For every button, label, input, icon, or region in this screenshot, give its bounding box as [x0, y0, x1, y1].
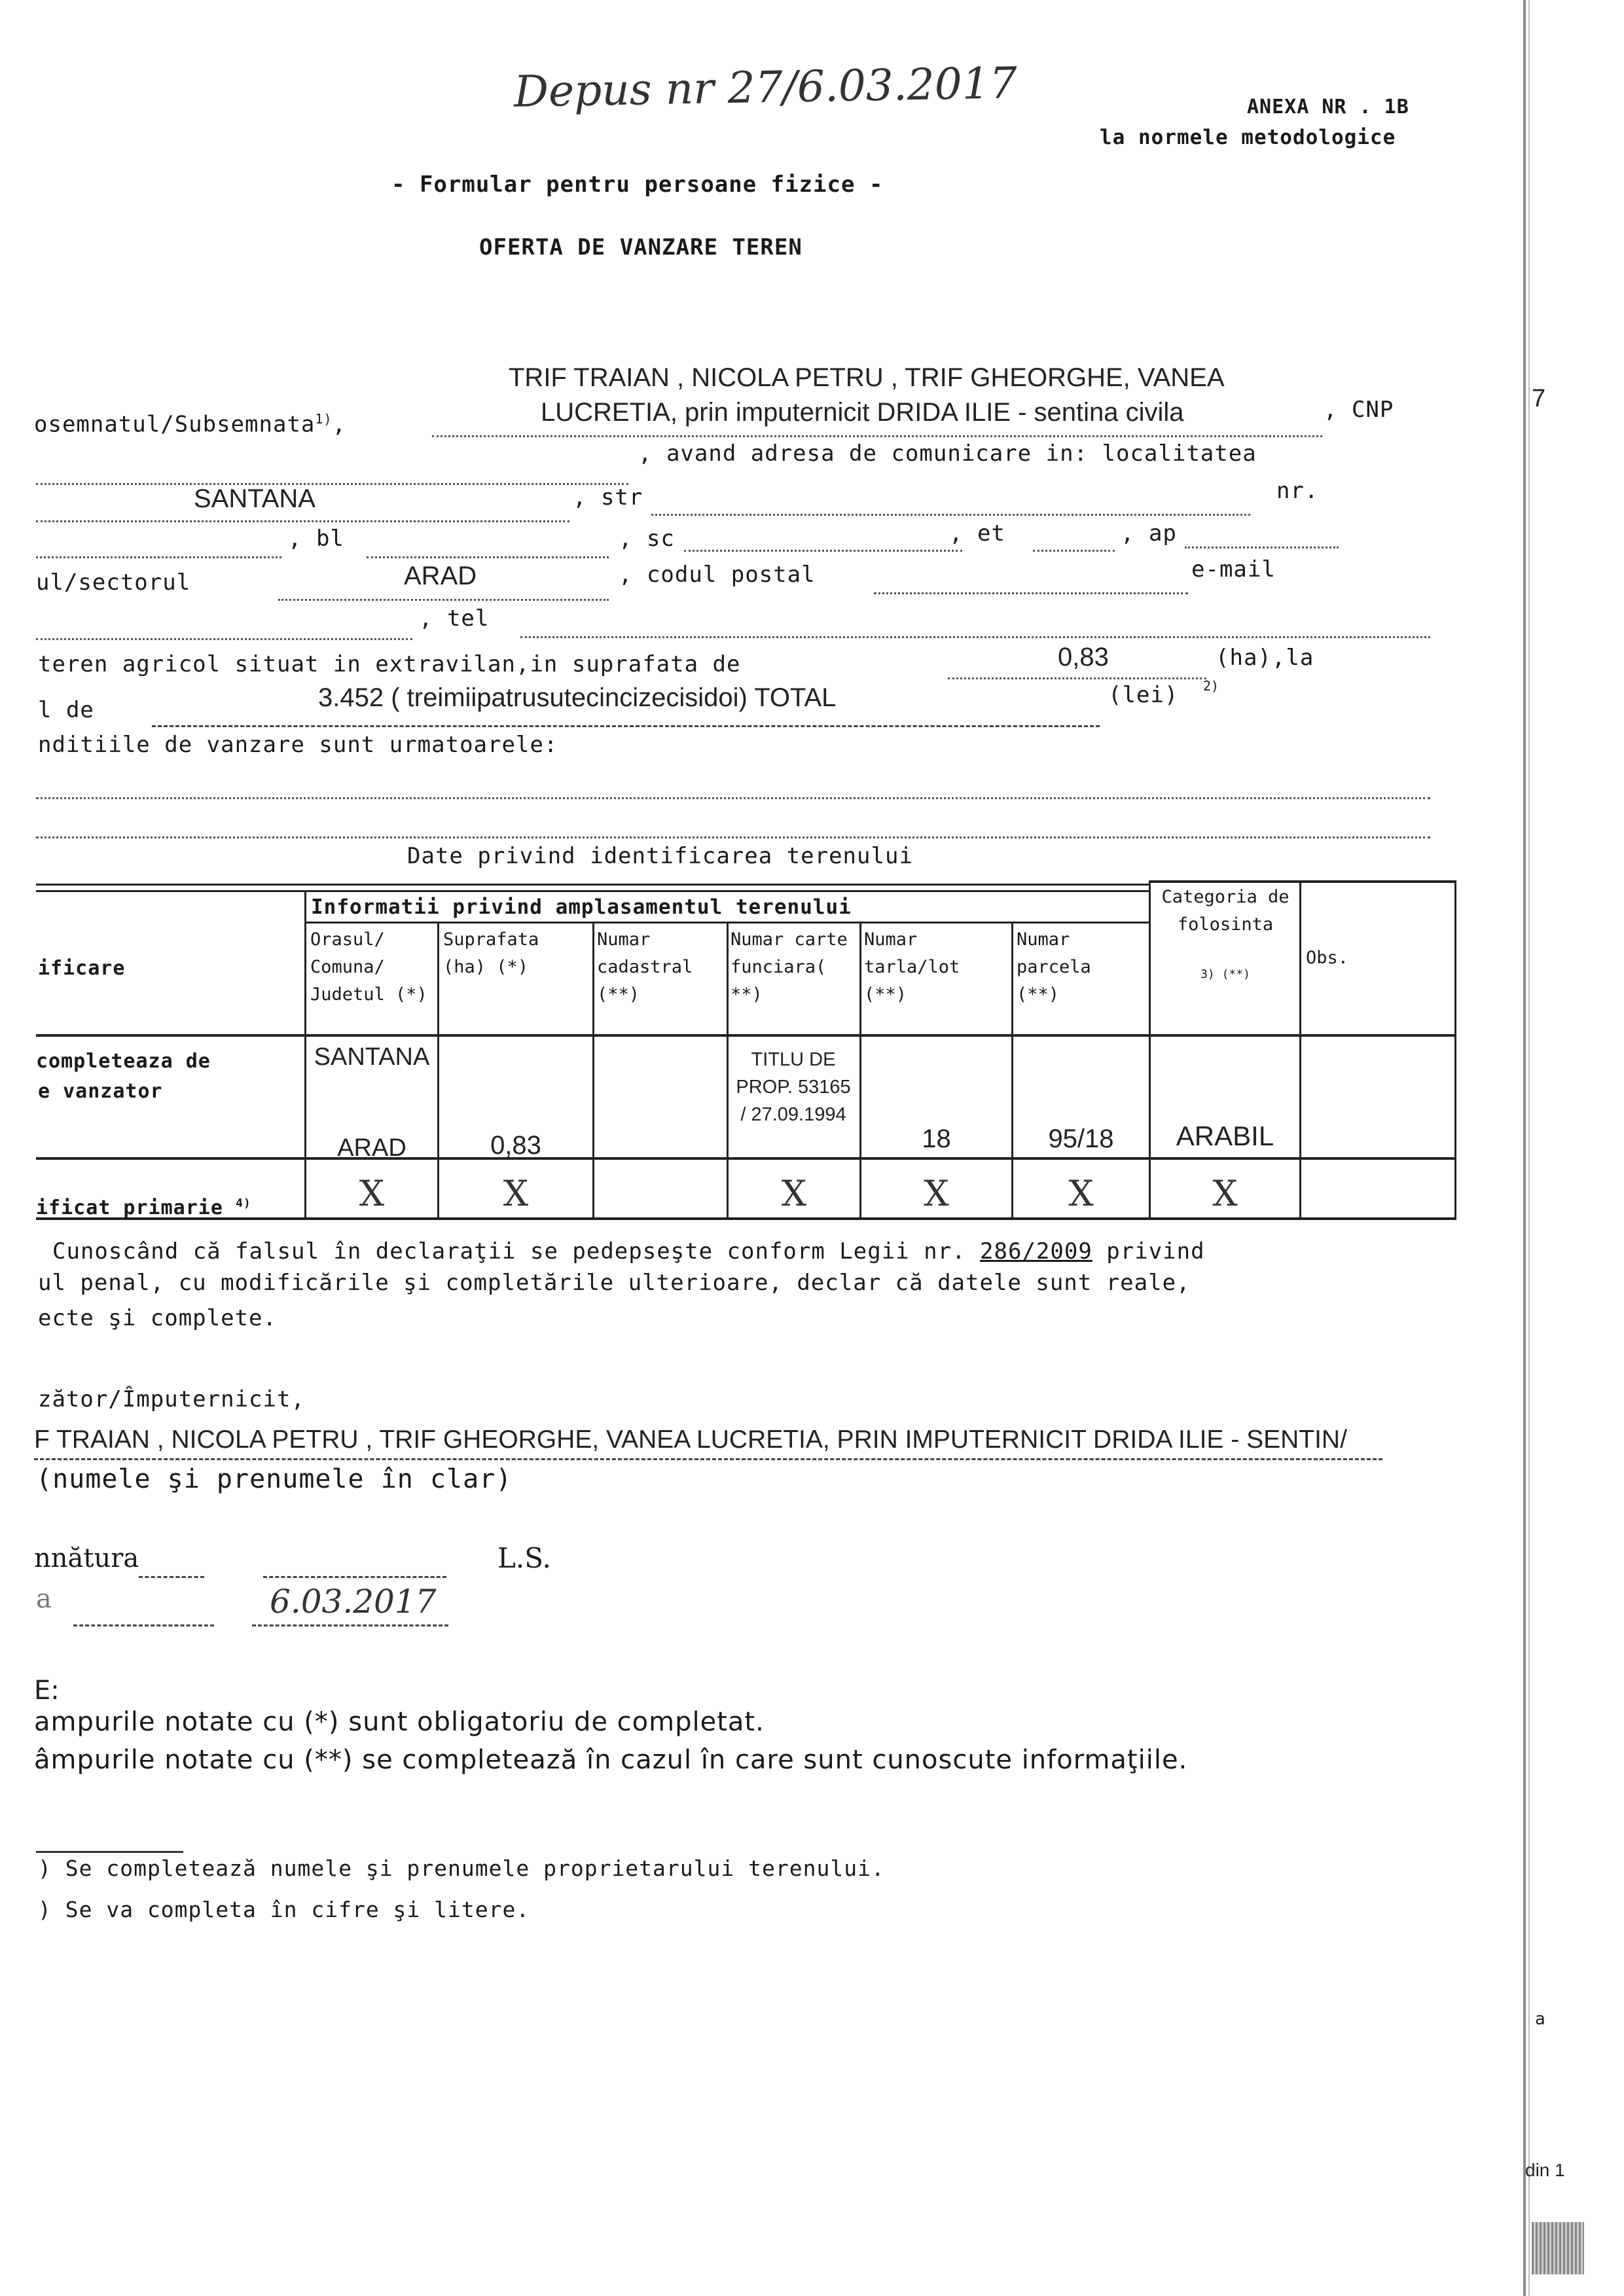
sector-line [278, 599, 609, 601]
email-line [36, 638, 412, 640]
notes-line2: âmpurile notate cu (**) se completează în cazul în care sunt cunoscute informaţiile. [34, 1745, 1188, 1775]
row2-mark-suprafata: X [503, 1173, 529, 1214]
cnp-line [36, 483, 628, 485]
teren-line: teren agricol situat in extravilan,in suprafata de [38, 651, 741, 677]
row2-mark-oras: X [359, 1173, 385, 1214]
suprafata-value: 0,83 [1058, 643, 1109, 672]
declaration-post: privind [1106, 1238, 1205, 1265]
footnote-ref-1: 1) [315, 411, 333, 427]
footnote-1: ) Se completează numele şi prenumele proprietarului terenului. [38, 1856, 885, 1881]
row1-label-b: e vanzator [38, 1080, 163, 1103]
form-title: OFERTA DE VANZARE TEREN [479, 234, 803, 260]
declaration-pre: Cunoscând că falsul în declaraţii se pedepseşte conform Legii nr. [52, 1238, 966, 1265]
page-edge-line-2 [1528, 0, 1530, 2296]
owner-names-line1: TRIF TRAIAN , NICOLA PETRU , TRIF GHEORGHE, VANEA [509, 363, 1225, 392]
judet-value: ARAD [404, 562, 477, 590]
declaration-line3: ecte şi complete. [38, 1305, 277, 1331]
footnote-ref-2: 2) [1203, 678, 1219, 694]
row1-carte-funciara: TITLU DE PROP. 53165 / 27.09.1994 [736, 1049, 851, 1125]
row1-label-a: completeaza de [36, 1050, 211, 1073]
col-tarla: Numar tarla/lot (**) [864, 929, 960, 1005]
cnp-label: , CNP [1324, 397, 1394, 423]
data-line-1 [73, 1624, 214, 1626]
ls-label: L.S. [497, 1542, 551, 1574]
col-categoria-note: 3) (**) [1200, 967, 1250, 981]
suprafata-line [948, 677, 1206, 679]
owner-names-line2: LUCRETIA, prin imputernicit DRIDA ILIE - sentina civila [541, 398, 1184, 427]
corner-scan-mark [1532, 2222, 1584, 2274]
table-top-double-1 [36, 884, 1149, 886]
table-v-9 [1454, 880, 1456, 1219]
table-top-right [1149, 880, 1456, 883]
cod-postal-label: , codul postal [619, 562, 816, 588]
footnote-rule [36, 1851, 183, 1853]
row1-suprafata: 0,83 [490, 1131, 541, 1160]
row2-label-text: ificat primarie [36, 1196, 223, 1219]
row2-mark-tarla: X [924, 1173, 949, 1214]
table-row1-bottom [36, 1157, 1456, 1160]
row2-label [36, 1196, 251, 1219]
page-label: din 1 [1525, 2160, 1565, 2180]
annex-subtitle: la normele metodologice [1100, 126, 1396, 149]
margin-number: 7 [1532, 385, 1546, 412]
conditii-label: nditiile de vanzare sunt urmatoarele: [38, 732, 558, 758]
adresa-label: , avand adresa de comunicare in: localitatea [638, 440, 1257, 467]
col-obs: Obs. [1306, 948, 1349, 968]
col-categoria: Categoria de folosinta [1161, 887, 1290, 935]
declaration-line1 [52, 1238, 1205, 1265]
owner-line [432, 435, 1322, 437]
footnote-2: ) Se va completa în cifre şi litere. [38, 1897, 530, 1922]
footnote-ref-4: 4) [236, 1196, 251, 1210]
nr-label: nr. [1276, 478, 1319, 504]
row1-comuna: SANTANA [314, 1043, 430, 1071]
table-top-double-2 [36, 890, 1149, 892]
sc-label: , sc [619, 526, 675, 552]
sector-label: ul/sectorul [36, 569, 191, 596]
lei-label: (lei) [1108, 682, 1179, 708]
localitate-line [36, 520, 569, 522]
str-label: , str [573, 484, 643, 511]
annex-number: ANEXA NR . 1B [1247, 96, 1409, 118]
tel-label: , tel [419, 605, 490, 632]
sc-line [684, 550, 962, 552]
row1-tarla: 18 [922, 1124, 951, 1153]
col-oras: Orasul/ Comuna/ Judetul (*) [310, 929, 427, 1005]
bl-line [367, 556, 609, 558]
nr-line [36, 556, 281, 558]
ap-label: , ap [1121, 520, 1177, 547]
lege-number: 286/2009 [980, 1238, 1092, 1265]
declaration-line2: ul penal, cu modificările şi completările ulterioare, declar că datele sunt reale, [38, 1270, 1191, 1296]
cod-postal-line [874, 592, 1188, 594]
subsemnatul-label: osemnatul/Subsemnata$^{1)}$, [34, 411, 346, 438]
semnatura-label: nnătura [34, 1543, 139, 1573]
bl-label: , bl [288, 526, 344, 552]
notes-line1: ampurile notate cu (*) sunt obligatoriu de completat. [34, 1707, 765, 1737]
col-suprafata: Suprafata (ha) (*) [443, 929, 539, 977]
table-v-8 [1299, 880, 1301, 1219]
date-handwritten: 6.03.2017 [270, 1583, 437, 1621]
localitate-value: SANTANA [194, 484, 316, 513]
data-label: a [36, 1584, 52, 1614]
row2-mark-carte: X [781, 1173, 807, 1214]
ap-line [1185, 547, 1339, 548]
str-line [651, 514, 1250, 516]
pret-label: l de [38, 697, 94, 723]
registration-handwriting: Depus nr 27/6.03.2017 [513, 58, 1018, 117]
pret-value: 3.452 ( treimiipatrusutecincizecisidoi) TOTAL [318, 683, 837, 712]
form-subtitle: - Formular pentru persoane fizice - [391, 171, 884, 198]
tel-line [520, 636, 1430, 638]
col-identificare: ificare [38, 957, 126, 980]
page-edge-line [1523, 0, 1526, 2296]
subsemnatul-text: osemnatul/Subsemnata [34, 411, 316, 438]
col-carte: Numar carte funciara( **) [731, 929, 848, 1005]
row2-mark-parcela: X [1068, 1173, 1094, 1214]
names-hint: (numele şi prenumele în clar) [36, 1464, 513, 1494]
conditii-line-2 [36, 836, 1430, 838]
table-v-3 [592, 922, 594, 1219]
semnatura-line-1 [139, 1576, 204, 1578]
col-cadastral: Numar cadastral (**) [597, 929, 693, 1005]
row1-parcela: 95/18 [1048, 1124, 1114, 1153]
row1-judet: ARAD [337, 1134, 406, 1162]
row2-mark-categoria: X [1212, 1173, 1238, 1214]
notes-header: E: [34, 1676, 60, 1706]
et-label: , et [949, 520, 1005, 547]
margin-letter: a [1535, 2009, 1546, 2029]
table-v-7 [1149, 880, 1151, 1219]
semnatura-line-2 [263, 1576, 446, 1578]
data-line-2 [252, 1624, 448, 1626]
pret-line [152, 725, 1100, 727]
email-label: e-mail [1191, 556, 1276, 583]
et-line [1033, 550, 1115, 552]
table-section-title: Date privind identificarea terenului [407, 843, 913, 869]
vanzator-label: zător/Împuternicit, [38, 1386, 305, 1412]
table-group-header: Informatii privind amplasamentul terenului [311, 895, 852, 919]
row1-categoria: ARABIL [1176, 1121, 1274, 1151]
conditii-line-1 [36, 797, 1430, 799]
ha-label: (ha),la [1216, 645, 1314, 671]
table-header-bottom [36, 1034, 1456, 1037]
signatory-line [34, 1458, 1382, 1460]
signatory-names: F TRAIAN , NICOLA PETRU , TRIF GHEORGHE, VANEA LUCRETIA, PRIN IMPUTERNICIT DRIDA ILIE - SENTIN/ [34, 1426, 1347, 1454]
col-parcela: Numar parcela (**) [1017, 929, 1091, 1005]
